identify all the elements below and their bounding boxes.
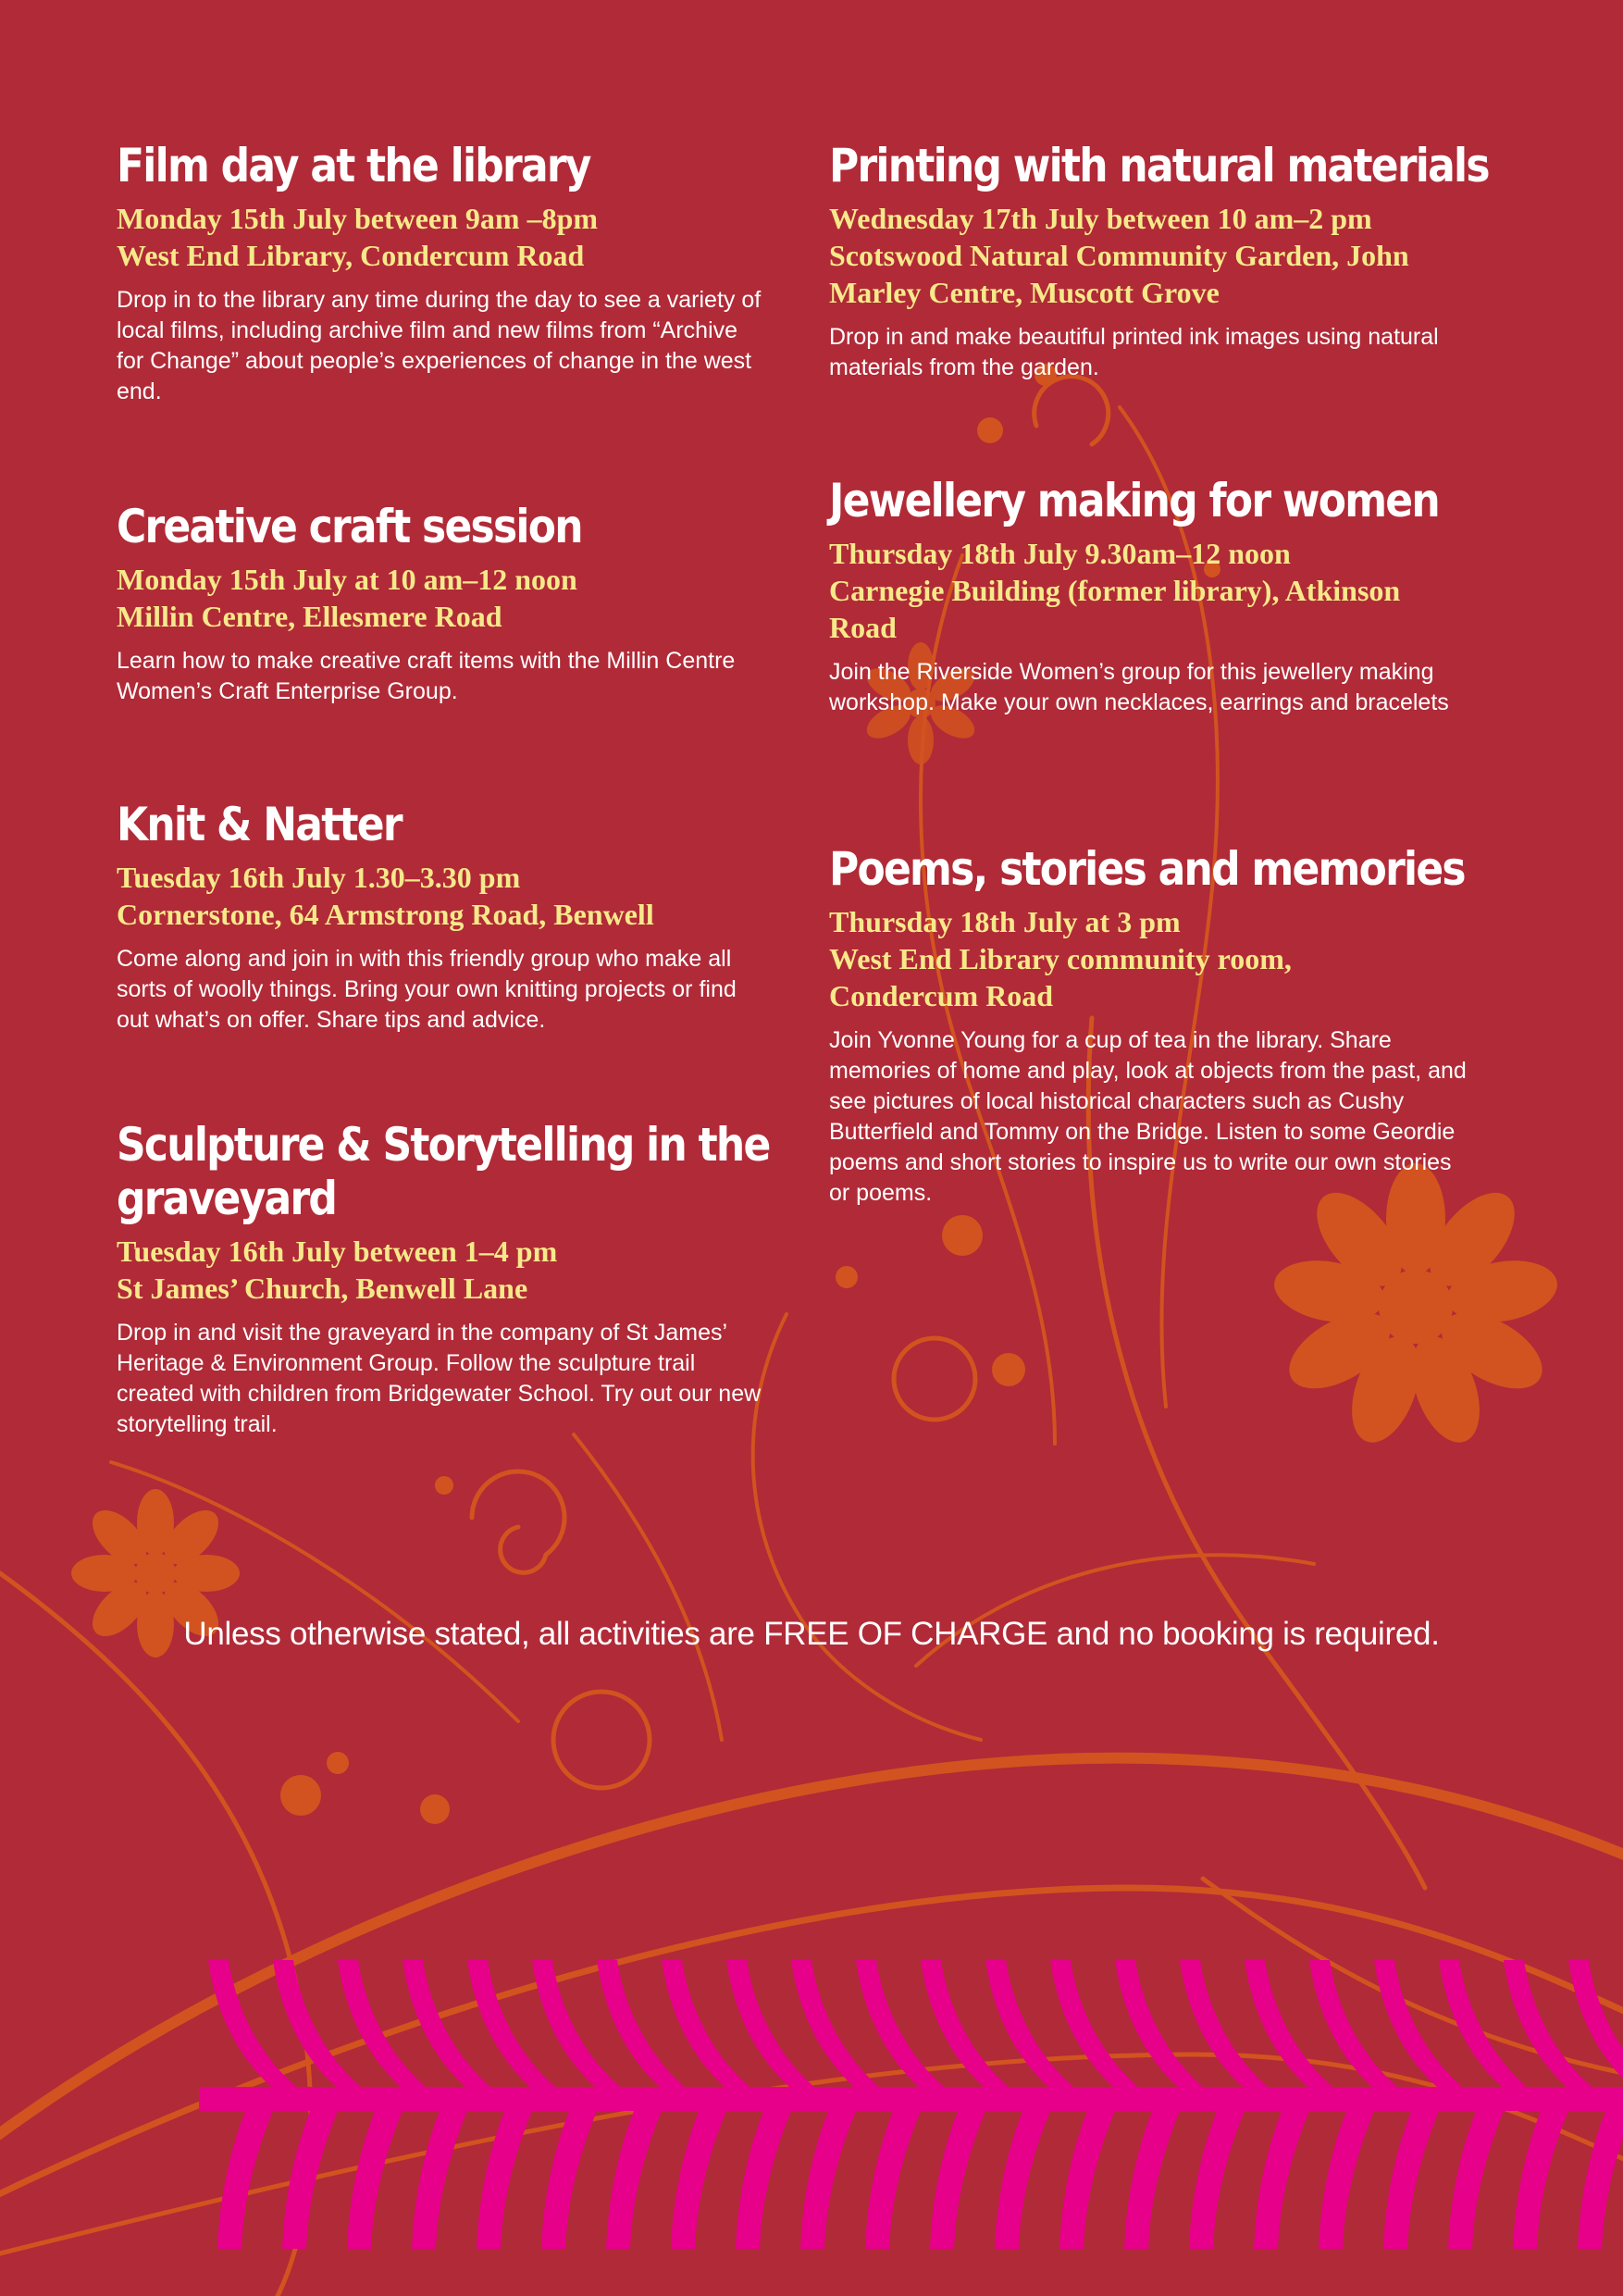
fern-leaf <box>1254 2111 1309 2249</box>
event-title: Printing with natural materials <box>829 139 1489 192</box>
event-location: West End Library community room, Condercum Road <box>829 942 1292 1012</box>
fern-leaf <box>1578 2111 1623 2249</box>
event-description: Learn how to make creative craft items with the Millin Centre Women’s Craft Enterprise Group. <box>117 648 736 704</box>
fern-leaf <box>217 2111 273 2249</box>
event-date: Wednesday 17th July between 10 am–2 pm <box>829 202 1372 235</box>
event-location: St James’ Church, Benwell Lane <box>117 1272 528 1305</box>
fern-leaf <box>930 2111 985 2249</box>
fern-leaf <box>865 2111 921 2249</box>
event-title: Jewellery making for women <box>829 474 1439 527</box>
event-description: Drop in to the library any time during the day to see a variety of local films, including archive film and new films from “Archive for Change” about people’s experiences of change in the west end. <box>117 287 762 404</box>
event-description: Drop in and make beautiful printed ink images using natural materials from the garden. <box>829 324 1439 380</box>
event-title: Creative craft session <box>117 500 582 553</box>
fern-leaf <box>347 2111 403 2249</box>
event-location: Carnegie Building (former library), Atkinson Road <box>829 574 1401 644</box>
event-date: Tuesday 16th July between 1–4 pm <box>117 1235 558 1268</box>
event-film-day <box>117 139 764 407</box>
event-date: Monday 15th July between 9am –8pm <box>117 202 599 235</box>
event-location: Millin Centre, Ellesmere Road <box>117 600 502 633</box>
event-description: Join Yvonne Young for a cup of tea in the library. Share memories of home and play, look at objects from the past, and see pictures of local historical characters such as Cushy Butterfield and Tommy on the Bridge. Listen to some Geordie poems and short stories to inspire us to write our own stories or poems. <box>829 1027 1467 1206</box>
fern-leaf <box>736 2111 791 2249</box>
fern-leaf <box>995 2111 1050 2249</box>
event-title: Sculpture & Storytelling in the graveyard <box>117 1118 770 1225</box>
fern-leaf <box>1513 2111 1568 2249</box>
event-location: Scotswood Natural Community Garden, John Marley Centre, Muscott Grove <box>829 239 1409 309</box>
event-location: Cornerstone, 64 Armstrong Road, Benwell <box>117 898 654 931</box>
fern-leaf <box>1189 2111 1245 2249</box>
event-description: Drop in and visit the graveyard in the company of St James’ Heritage & Environment Group. Follow the sculpture trail created with children from Bridgewater School. Try out our new storytelling trail. <box>117 1320 762 1437</box>
swirl-arc <box>753 1314 981 1740</box>
event-description: Join the Riverside Women’s group for this jewellery making workshop. Make your own necklaces, earrings and bracelets <box>829 659 1449 715</box>
event-title: Knit & Natter <box>117 798 402 851</box>
event-date: Thursday 18th July 9.30am–12 noon <box>829 537 1291 570</box>
event-title: Film day at the library <box>117 139 590 192</box>
event-title: Poems, stories and memories <box>829 842 1465 896</box>
fern-leaf <box>412 2111 467 2249</box>
fern-leaf <box>1059 2111 1115 2249</box>
event-printing <box>829 139 1514 383</box>
fern-leaf <box>541 2111 597 2249</box>
event-description: Come along and join in with this friendly group who make all sorts of woolly things. Bring your own knitting projects or find out what’s on offer. Share tips and advice. <box>117 946 737 1033</box>
fern-leaf <box>477 2111 532 2249</box>
fern-leaf <box>800 2111 856 2249</box>
event-date: Thursday 18th July at 3 pm <box>829 905 1181 938</box>
event-location: West End Library, Condercum Road <box>117 239 585 272</box>
free-of-charge-note: Unless otherwise stated, all activities are FREE OF CHARGE and no booking is required. <box>183 1616 1440 1652</box>
event-date: Tuesday 16th July 1.30–3.30 pm <box>117 861 521 894</box>
fern-leaf <box>606 2111 662 2249</box>
fern-leaf <box>1319 2111 1374 2249</box>
fern-leaf <box>671 2111 726 2249</box>
event-poems-stories <box>829 842 1514 1209</box>
fern-leaf <box>1448 2111 1504 2249</box>
fern-leaf <box>1124 2111 1180 2249</box>
event-creative-craft <box>117 500 764 707</box>
fern-leaf <box>282 2111 338 2249</box>
event-sculpture-storytelling <box>117 1118 770 1440</box>
event-date: Monday 15th July at 10 am–12 noon <box>117 563 577 596</box>
event-knit-natter <box>117 798 764 1036</box>
fern-leaf <box>1383 2111 1439 2249</box>
event-jewellery <box>829 474 1514 718</box>
